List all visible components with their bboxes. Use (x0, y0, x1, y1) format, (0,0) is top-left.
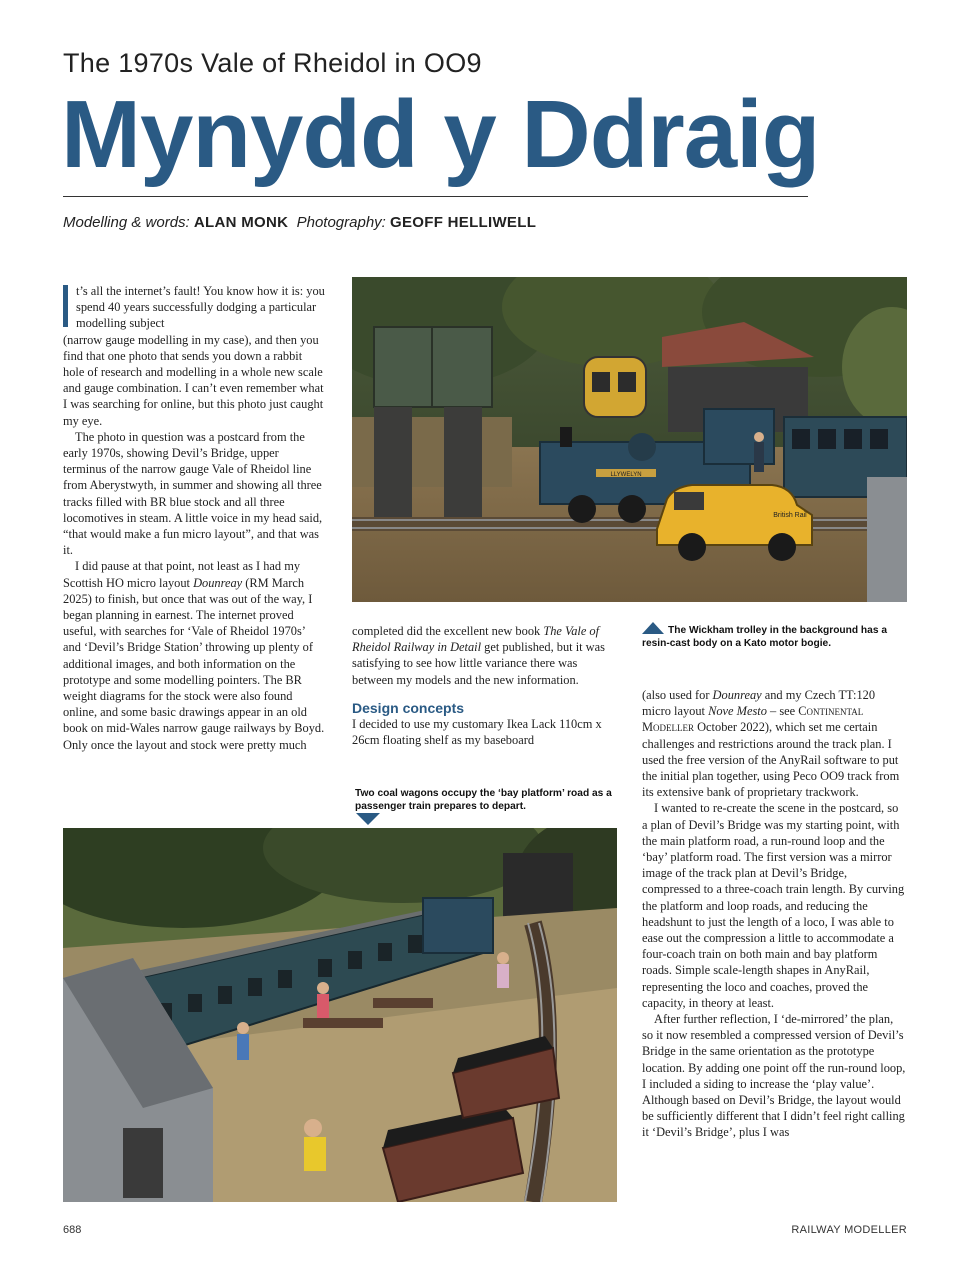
para-design: I decided to use my customary Ikea Lack 110cm x 26cm floating shelf as my baseboard (352, 717, 602, 748)
caption-photo-2: Two coal wagons occupy the ‘bay platform’ road as a passenger train prepares to depart. (355, 788, 612, 812)
caption-arrow-down-icon (356, 813, 380, 825)
para-intro-rest: (narrow gauge modelling in my case), and then you find that one photo that sends you down a rabbit hole of research and modelling in a whole new scale and gauge combination. I can’t even remember what I was searching for online, but this photo just caught my eye. (63, 332, 324, 428)
byline-modelling-label: Modelling & words: (63, 214, 190, 231)
title-rule (63, 196, 808, 197)
photo-station-loco (352, 277, 907, 602)
caption-arrow-up-icon (642, 622, 664, 634)
column-1 (63, 283, 325, 753)
byline-photo-label: Photography: (296, 214, 386, 231)
page-number: 688 (63, 1224, 82, 1236)
para-book: completed did the excellent new book The Vale of Rheidol Railway in Detail get published, but it was satisfying to see how little variance there was between my models and the new information. (352, 624, 605, 687)
kicker-subtitle: The 1970s Vale of Rheidol in OO9 (63, 48, 482, 78)
byline (63, 214, 536, 231)
byline-author: ALAN MONK (193, 214, 289, 231)
magazine-name: RAILWAY MODELLER (791, 1224, 907, 1236)
caption-photo-1: The Wickham trolley in the background has a resin-cast body on a Kato motor bogie. (642, 622, 908, 650)
loco-nameplate: LLYWELYN (610, 472, 642, 478)
column-3 (642, 687, 906, 1141)
column-2 (352, 623, 614, 748)
article-title: Mynydd y Ddraig (61, 81, 820, 188)
para-baseboard: (also used for Dounreay and my Czech TT:120 micro layout Nove Mesto – see Continental Modeller October 2022), which set me certain challenges and restrictions around the track plan. I used the free version of the AnyRail software to put the initial plan together, using Peco OO9 track from its extensive bank of proprietary trackwork. (642, 688, 900, 800)
para-planning: I did pause at that point, not least as I had my Scottish HO micro layout Dounreay (RM March 2025) to finish, but once that was out of the way, I began planning in earnest. The internet proved useful, with searches for ‘Vale of Rheidol 1970s’ and ‘Devil’s Bridge Station’ throwing up plenty of additional images, and both information on the prototype and some modelling pointers. The BR weight diagrams for the stock were also found online, and some basic drawings appear in an old book on mid-Wales narrow gauge railways by Boyd. Only once the layout and stock were pretty much (63, 559, 325, 752)
van-livery: British Rail (773, 512, 807, 519)
byline-photographer: GEOFF HELLIWELL (390, 214, 537, 231)
para-demirror: After further reflection, I ‘de-mirrored’ the plan, so it now resembled a compressed version of Devil’s Bridge in the same orientation as the prototype location. By adding one point off the run-round loop, I included a siding to increase the ‘play value’. Although based on Devil’s Bridge, the layout would be sufficiently different that I didn’t feel right calling it ‘Devil’s Bridge’, plus I was (642, 1012, 906, 1140)
photo-passenger-train (63, 828, 617, 1202)
para-recreate: I wanted to re-create the scene in the postcard, so a plan of Devil’s Bridge was my starting point, with the main platform road, a run-round loop and the ‘bay’ platform road. The first version was a mirror image of the track plan at Devil’s Bridge, compressed to a three-coach train length. By curving the platform and loop roads, and reducing the headshunt to just the length of a loco, I was able to ease out the compression a little to accommodate a four-coach train on both main and bay platform roads. Simple scale-length shapes in AnyRail, representing the loco and coaches, proved the capacity, in theory at least. (642, 801, 905, 1010)
para-postcard: The photo in question was a postcard from the early 1970s, showing Devil’s Bridge, upper terminus of the narrow gauge Vale of Rheidol line from Aberystwyth, in summer and showing all three tracks filled with BR blue stock and all three locomotives in steam. A little voice in my head said, “that would make a fun micro layout”, and that was it. (63, 429, 323, 558)
para-intro-lead: t’s all the internet’s fault! You know how it is: you spend 40 years successfully dodging a particular modelling subject (76, 284, 325, 331)
section-heading: Design concepts (352, 699, 465, 716)
